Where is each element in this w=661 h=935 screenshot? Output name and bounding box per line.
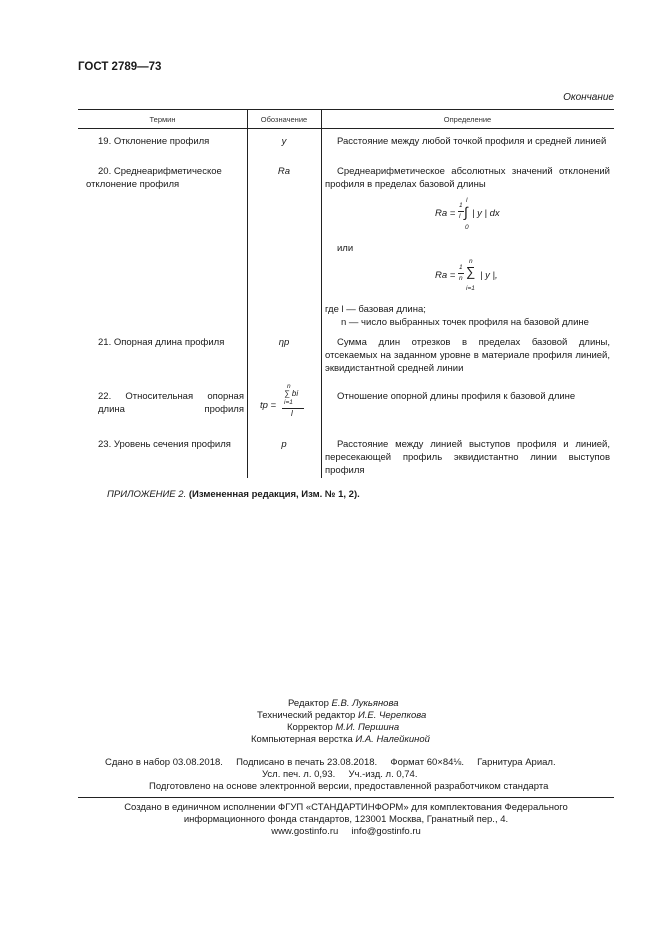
footer-line-1: Создано в единичном исполнении ФГУП «СТАНДАРТИНФОРМ» для комплектования Федерального <box>124 802 568 813</box>
formula-1-upper: l <box>466 197 468 204</box>
corrector-name: М.И. Першина <box>335 722 400 733</box>
footer-line-2: информационного фонда стандартов, 123001 Москва, Гранатный пер., 4. <box>183 814 509 825</box>
formula-1-lower: 0 <box>465 224 469 231</box>
row-19-term: 19. Отклонение профиля <box>98 136 210 147</box>
row-22-symbol-upper: n <box>287 383 291 390</box>
doc-code: ГОСТ 2789—73 <box>78 61 162 73</box>
row-19-definition: Расстояние между любой точкой профиля и средней линией <box>337 136 607 147</box>
integral-icon: ∫ <box>464 204 468 220</box>
imprint-layout <box>251 733 430 746</box>
appendix-amendment: (Измененная редакция, Изм. № 1, 2). <box>188 489 360 500</box>
formula-2-upper: n <box>469 258 473 265</box>
row-21-term: 21. Опорная длина профиля <box>98 337 225 348</box>
formula-1-body: | y | dx <box>472 208 500 219</box>
row-21-definition: Сумма длин отрезков в пределах базовой длины, отсекаемых на заданном уровне в материале профиля линией, эквидистантной средней линии <box>325 337 610 374</box>
row-22-symbol-lhs: tp = <box>260 400 277 411</box>
formula-2-lower: i=1 <box>466 285 475 292</box>
tech-editor-label: Технический редактор <box>257 710 356 721</box>
formula-1-num: 1 <box>459 202 463 209</box>
footer-links[interactable]: www.gostinfo.ru info@gostinfo.ru <box>271 826 421 837</box>
col-header-definition: Определение <box>443 115 492 124</box>
row-22-term-line1: 22. Относительная опорная длина профиля <box>98 391 244 415</box>
formula-2-fraction-bar <box>458 273 464 274</box>
formula-2-den: n <box>459 275 463 282</box>
tech-editor-name: И.Е. Черепкова <box>357 710 427 721</box>
editor-name: Е.В. Лукьянова <box>331 698 399 709</box>
ending-label: Окончание <box>563 92 614 103</box>
layout-label: Компьютерная верстка <box>251 734 353 745</box>
row-23-symbol: p <box>281 439 287 450</box>
col-header-term: Термин <box>149 115 176 124</box>
formula-or: или <box>337 243 354 254</box>
formula-2-body: | y |, <box>480 270 498 281</box>
row-22-symbol-sum: ∑ bi <box>284 389 299 398</box>
row-21-symbol: ηp <box>278 337 290 348</box>
formula-1-den: l <box>459 213 461 220</box>
imprint-sheets: Усл. печ. л. 0,93. Уч.-изд. л. 0,74. <box>262 769 418 780</box>
editor-label: Редактор <box>288 698 329 709</box>
row-22-definition: Отношение опорной длины профиля к базовой длине <box>337 391 576 402</box>
row-20-symbol: Ra <box>277 166 291 177</box>
footer-rule <box>78 797 614 798</box>
row-22-symbol-lower: i=1 <box>284 399 293 406</box>
imprint-print-details: Сдано в набор 03.08.2018. Подписано в печать 23.08.2018. Формат 60×84⅛. Гарнитура Ариал. <box>105 757 556 768</box>
row-23-definition: Расстояние между линией выступов профиля и линией, пересекающей профиль эквидистантно линии выступов профиля <box>325 439 610 476</box>
where-line-1: где l — базовая длина; <box>325 304 426 315</box>
row-19-symbol: y <box>281 136 287 147</box>
layout-name: И.А. Налейкиной <box>355 734 430 745</box>
appendix-note <box>107 489 360 500</box>
row-23-term: 23. Уровень сечения профиля <box>98 439 231 450</box>
formula-1-lhs: Ra = <box>435 208 456 219</box>
formula-2-num: 1 <box>459 264 463 271</box>
row-20-definition: Среднеарифметическое абсолютных значений отклонений профиля в пределах базовой длины <box>325 166 610 190</box>
appendix-label: ПРИЛОЖЕНИЕ 2. <box>107 489 187 500</box>
col-header-symbol: Обозначение <box>260 115 308 124</box>
row-22-symbol-den: l <box>291 409 293 418</box>
table-top-rule <box>78 109 614 110</box>
row-22-fraction-bar <box>282 408 304 409</box>
where-line-2: n — число выбранных точек профиля на базовой длине <box>341 317 589 328</box>
corrector-label: Корректор <box>287 722 333 733</box>
row-20-term: 20. Среднеарифметическое отклонение профиля <box>86 166 222 190</box>
imprint-source: Подготовлено на основе электронной версии, предоставленной разработчиком стандарта <box>149 781 549 792</box>
table-header-rule <box>78 128 614 129</box>
formula-2-lhs: Ra = <box>435 270 456 281</box>
col-divider-2 <box>321 109 322 478</box>
sum-icon: ∑ <box>466 264 476 279</box>
